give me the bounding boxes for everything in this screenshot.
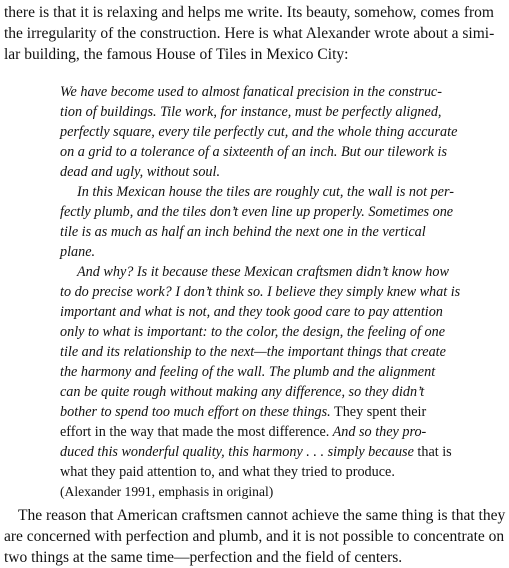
quote-p3-line-6: the harmony and feeling of the wall. The plumb and the alignment xyxy=(60,364,436,380)
quote-p3-line-9-italic: And so they pro- xyxy=(329,424,427,440)
quote-p3-line-10-roman: that is xyxy=(413,444,452,460)
quote-p3-line-10 xyxy=(60,442,452,462)
quote-p1-line-3: perfectly square, every tile perfectly cut, and the whole thing accurate xyxy=(60,124,458,140)
closing-line-1: The reason that American craftsmen cannot achieve the same thing is that they xyxy=(18,507,506,524)
quote-p3-line-1: And why? Is it because these Mexican craftsmen didn’t know how xyxy=(77,264,449,280)
intro-line-3: lar building, the famous House of Tiles in Mexico City: xyxy=(4,46,349,63)
quote-p3-line-11: what they paid attention to, and what they tried to produce. xyxy=(60,464,395,480)
quote-p3-line-9 xyxy=(60,422,426,442)
quote-p1-line-4: on a grid to a tolerance of a sixteenth of an inch. But our tilework is xyxy=(60,144,447,160)
quote-p3-line-3: important and what is not, and they took good care to pay attention xyxy=(60,304,443,320)
quote-citation: (Alexander 1991, emphasis in original) xyxy=(60,484,274,499)
quote-p2-line-4: plane. xyxy=(60,244,96,260)
quote-p1-line-2: tion of buildings. Tile work, for instance, must be perfectly aligned, xyxy=(60,104,442,120)
closing-line-2: are concerned with perfection and plumb, and it is not possible to concentrate on xyxy=(4,528,505,545)
quote-p3-line-8-italic: bother to spend too much effort on these things. xyxy=(60,404,331,420)
quote-p3-line-4: only to what is important: to the color, the design, the feeling of one xyxy=(60,324,445,340)
quote-p1-line-5: dead and ugly, without soul. xyxy=(60,164,221,180)
quote-p3-line-10-italic: duced this wonderful quality, this harmony . . . simply because xyxy=(60,444,414,460)
quote-p1-line-1: We have become used to almost fanatical precision in the construc- xyxy=(60,84,442,100)
intro-line-2: the irregularity of the construction. Here is what Alexander wrote about a simi- xyxy=(4,25,495,42)
quote-p3-line-2: to do precise work? I don’t think so. I believe they simply knew what is xyxy=(60,284,461,300)
quote-p3-line-5: tile and its relationship to the next—the important things that create xyxy=(60,344,446,360)
quote-p3-line-7: can be quite rough without making any difference, so they didn’t xyxy=(60,384,425,400)
intro-line-1: there is that it is relaxing and helps me write. Its beauty, somehow, comes from xyxy=(4,4,494,21)
quote-p3-line-9-roman: effort in the way that made the most difference. xyxy=(60,424,330,440)
closing-line-3: two things at the same time—perfection and the field of centers. xyxy=(4,549,403,566)
quote-p2-line-1: In this Mexican house the tiles are roughly cut, the wall is not per- xyxy=(77,184,454,200)
quote-p3-line-8 xyxy=(60,402,426,422)
quote-p3-line-8-roman: They spent their xyxy=(330,404,427,420)
quote-p2-line-3: tile is as much as half an inch behind the next one in the vertical xyxy=(60,224,426,240)
quote-p2-line-2: fectly plumb, and the tiles don’t even line up properly. Sometimes one xyxy=(60,204,454,220)
